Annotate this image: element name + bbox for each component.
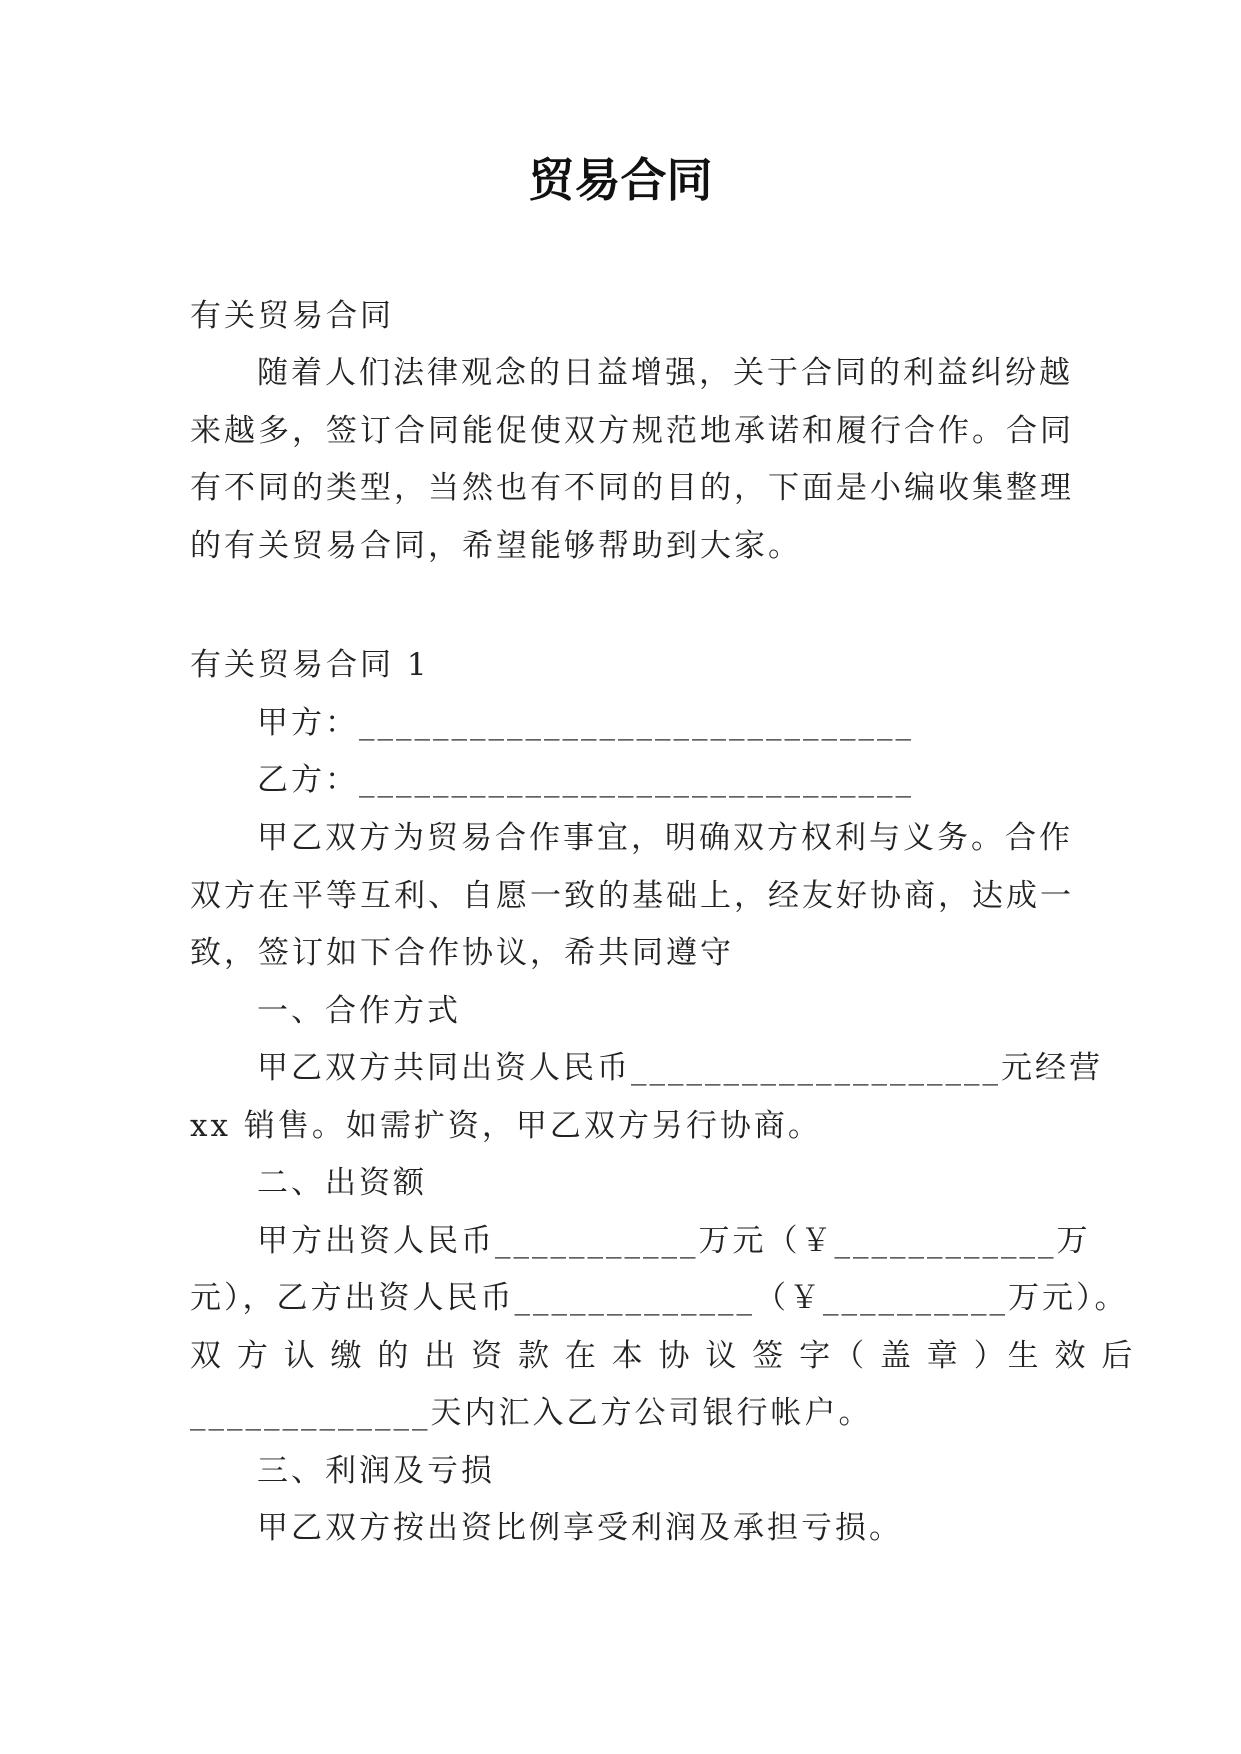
intro-paragraph-line-3: 有不同的类型，当然也有不同的目的，下面是小编收集整理	[190, 470, 1074, 506]
preamble-line-3: 致，签订如下合作协议，希共同遵守	[190, 935, 734, 971]
party-a-line: 甲方：______________________________	[257, 705, 914, 741]
section-2-line-3: 双 方 认 缴 的 出 资 款 在 本 协 议 签 字（ 盖 章 ）生 效 后	[190, 1338, 1136, 1374]
section-1-heading: 一、合作方式	[257, 993, 461, 1029]
section-3-line-1: 甲乙双方按出资比例享受利润及承担亏损。	[257, 1510, 903, 1546]
section-2-line-4: _____________天内汇入乙方公司银行帐户。	[190, 1395, 873, 1431]
section-2-line-2: 元），乙方出资人民币_____________（￥__________万元）。	[190, 1280, 1129, 1316]
preamble-line-2: 双方在平等互利、自愿一致的基础上，经友好协商，达成一	[190, 878, 1074, 914]
preamble-line-1: 甲乙双方为贸易合作事宜，明确双方权利与义务。合作	[257, 820, 1073, 856]
section-2-line-1: 甲方出资人民币___________万元（￥____________万	[257, 1223, 1091, 1259]
intro-paragraph-line-2: 来越多，签订合同能促使双方规范地承诺和履行合作。合同	[190, 413, 1074, 449]
section-3-heading: 三、利润及亏损	[257, 1453, 495, 1489]
section-2-heading: 二、出资额	[257, 1165, 427, 1201]
intro-paragraph-line-4: 的有关贸易合同，希望能够帮助到大家。	[190, 528, 802, 564]
party-b-line: 乙方：______________________________	[257, 762, 914, 798]
intro-heading: 有关贸易合同	[190, 298, 394, 334]
contract-heading: 有关贸易合同 1	[190, 647, 430, 683]
section-1-line-1: 甲乙双方共同出资人民币____________________元经营	[257, 1050, 1103, 1086]
document-title: 贸易合同	[528, 153, 713, 207]
section-1-line-2: xx 销售。如需扩资，甲乙双方另行协商。	[190, 1108, 822, 1144]
intro-paragraph-line-1: 随着人们法律观念的日益增强，关于合同的利益纠纷越	[257, 355, 1073, 391]
